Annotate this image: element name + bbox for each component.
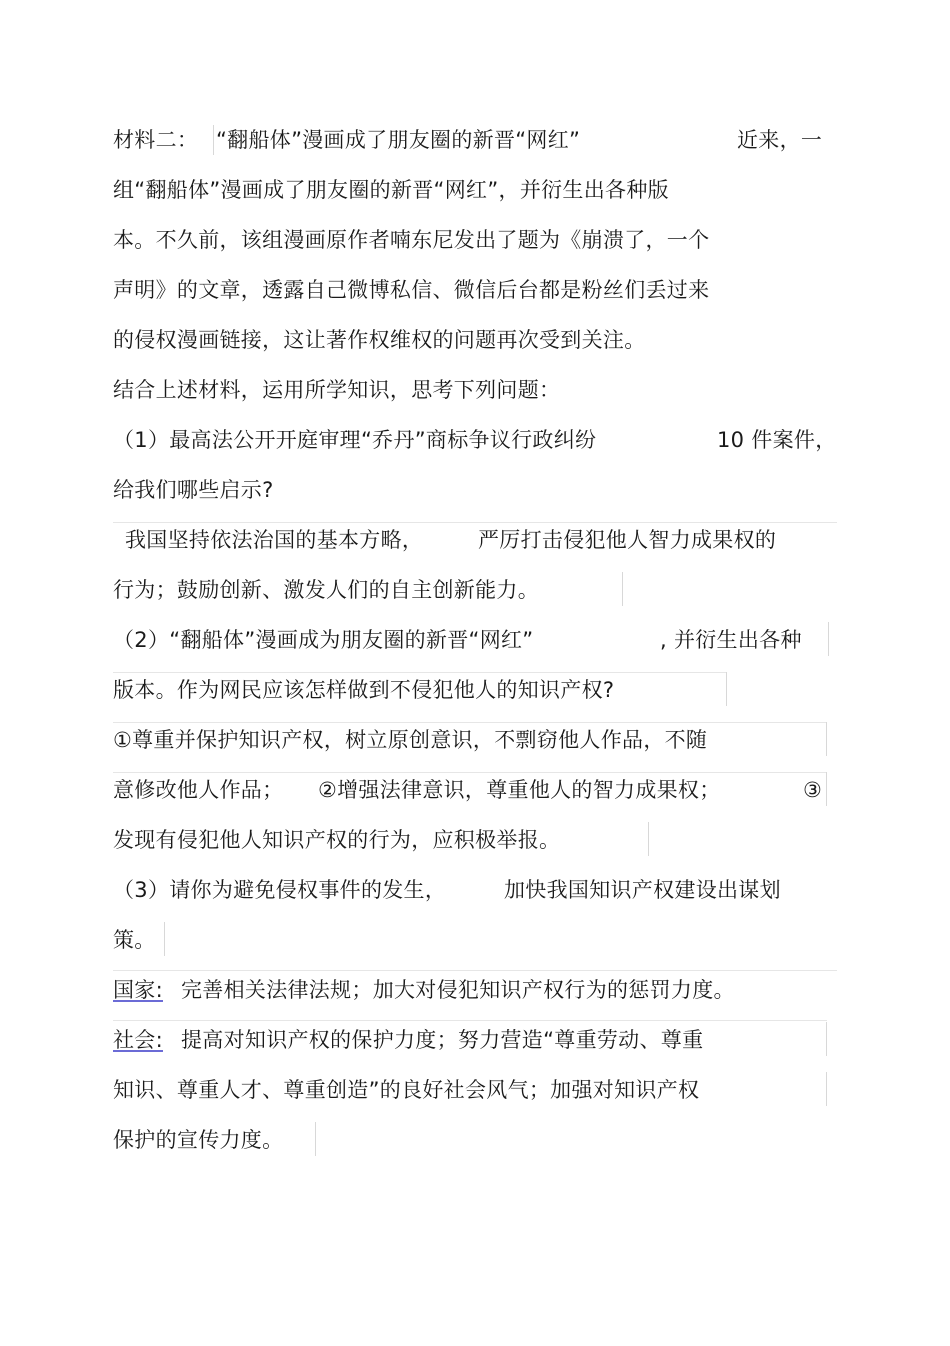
question-3-cont: 策。 <box>113 928 156 952</box>
question-1-cont: 10 件案件， <box>717 428 837 452</box>
answer-box-border <box>648 822 649 856</box>
society-label: 社会: <box>113 1028 163 1052</box>
question-3-cont: 加快我国知识产权建设出谋划 <box>504 878 781 902</box>
answer-box-border <box>113 970 837 971</box>
answer-2-text: ③ <box>803 778 823 802</box>
answer-1-text: 严厉打击侵犯他人智力成果权的 <box>478 528 777 552</box>
answer-box-border <box>726 672 727 706</box>
column-divider <box>213 125 214 155</box>
question-1: （1）最高法公开开庭审理“乔丹”商标争议行政纠纷 <box>113 428 597 452</box>
answer-box-border <box>826 1022 827 1056</box>
answer-3-text: 完善相关法律法规；加大对侵犯知识产权行为的惩罚力度。 <box>181 978 735 1002</box>
answer-2-text: 意修改他人作品； <box>113 778 284 802</box>
answer-box-border <box>826 722 827 756</box>
question-1-cont: 给我们哪些启示? <box>113 478 274 502</box>
answer-box-border <box>113 522 837 523</box>
answer-box-border <box>828 622 829 656</box>
question-2: （2）“翻船体”漫画成为朋友圈的新晋“网红” <box>113 628 534 652</box>
answer-box-border <box>113 672 727 673</box>
answer-1-text: 我国坚持依法治国的基本方略， <box>125 528 424 552</box>
material-two-heading: “翻船体”漫画成了朋友圈的新晋“网红” <box>216 128 581 152</box>
answer-box-border <box>315 1122 316 1156</box>
material-two-label: 材料二： <box>113 128 199 152</box>
paragraph-text: 组“翻船体”漫画成了朋友圈的新晋“网红”，并衍生出各种版 <box>113 178 669 202</box>
question-2-cont: 版本。作为网民应该怎样做到不侵犯他人的知识产权? <box>113 678 615 702</box>
answer-box-border <box>113 1020 827 1021</box>
question-2-cont: , 并衍生出各种 <box>660 628 802 652</box>
question-3: （3）请你为避免侵权事件的发生， <box>113 878 447 902</box>
answer-box-border <box>826 772 827 806</box>
answer-1-text: 行为；鼓励创新、激发人们的自主创新能力。 <box>113 578 539 602</box>
answer-box-border <box>826 1072 827 1106</box>
paragraph-text: 声明》的文章，透露自己微博私信、微信后台都是粉丝们丢过来 <box>113 278 710 302</box>
instruction-text: 结合上述材料，运用所学知识，思考下列问题： <box>113 378 561 402</box>
answer-3-text: 知识、尊重人才、尊重创造”的良好社会风气；加强对知识产权 <box>113 1078 700 1102</box>
answer-2-text: 发现有侵犯他人知识产权的行为，应积极举报。 <box>113 828 561 852</box>
country-label: 国家: <box>113 978 163 1002</box>
paragraph-text: 本。不久前，该组漫画原作者喃东尼发出了题为《崩溃了，一个 <box>113 228 710 252</box>
answer-box-border <box>113 722 827 723</box>
answer-2-text: ①尊重并保护知识产权，树立原创意识，不剽窃他人作品，不随 <box>113 728 708 752</box>
answer-box-border <box>164 922 165 956</box>
answer-2-text: ②增强法律意识，尊重他人的智力成果权； <box>318 778 721 802</box>
paragraph-text: 近来，一 <box>737 128 823 152</box>
answer-3-text: 提高对知识产权的保护力度；努力营造“尊重劳动、尊重 <box>181 1028 704 1052</box>
paragraph-text: 的侵权漫画链接，这让著作权维权的问题再次受到关注。 <box>113 328 646 352</box>
answer-box-border <box>113 772 827 773</box>
answer-3-text: 保护的宣传力度。 <box>113 1128 284 1152</box>
answer-box-border <box>622 572 623 606</box>
